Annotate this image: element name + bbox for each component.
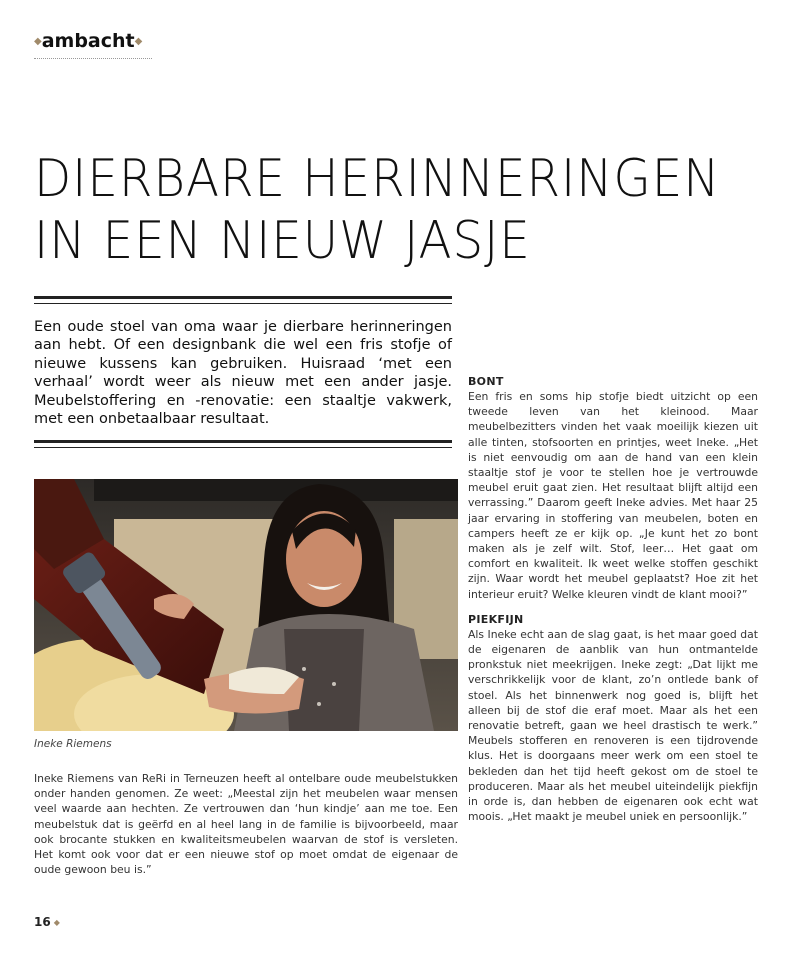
photo-caption: Ineke Riemens: [34, 738, 112, 750]
photo-illustration: [34, 479, 458, 731]
subhead-bont: BONT: [468, 375, 504, 388]
body-paragraph-bont: Een fris en soms hip stofje biedt uitzicht op een tweede leven van het kleinood. Maar meubelbezitters vinden het vaak moeilijk kiezen uit alle tinten, stofsoorten en printjes, weet Ineke. „Het is niet eenvoudig om aan de hand van een klein staaltje stof je voor te stellen hoe je vertrouwde meubel eruit gaat zien. Het resultaat blijft altijd een verrassing.” Daarom geeft Ineke advies. Met haar 25 jaar ervaring in stoffering van meubelen, boten en campers heeft ze er kijk op. „Je kunt het zo bont maken als je zelf wilt. Stof, leer… Het gaat om comfort en kwaliteit. Ik weet welke stoffen geschikt zijn. Waar wordt het meubel geplaatst? Hoe zit het interieur eruit? Welke kleuren vindt de klant mooi?”: [468, 390, 758, 601]
body-paragraph-left: Ineke Riemens van ReRi in Terneuzen heeft al ontelbare oude meubelstukken onder handen genomen. Ze weet: „Meestal zijn het meubelen waar mensen veel waarde aan hechten. Ze vertrouwen dan ‘hun kindje’ aan me toe. Een meubelstuk dat is geërfd en al heel lang in de familie is bijvoorbeeld, maar ook brocante stukken en kwaliteitsmeubelen waarvan de stof is versleten. Het komt ook voor dat er een nieuwe stof op moet omdat de eigenaar de oude gewoon beu is.”: [34, 772, 458, 877]
diamond-icon: ◆: [134, 36, 143, 47]
top-double-rule: [34, 296, 452, 304]
headline: [34, 148, 720, 272]
diamond-icon: ◆: [53, 918, 60, 927]
left-column: [34, 771, 458, 877]
bottom-double-rule: [34, 440, 452, 448]
photo-ineke-riemens: [34, 479, 458, 731]
section-tag: [34, 30, 152, 59]
headline-line-1: DIERBARE HERINNERINGEN: [34, 149, 721, 209]
section-name: ambacht: [41, 30, 135, 52]
intro-paragraph: Een oude stoel van oma waar je dierbare herinneringen aan hebt. Of een designbank die wel een fris stofje of nieuwe kussens kan gebruiken. Huisraad ‘met een verhaal’ wordt weer als nieuw met een ander jasje. Meubelstoffering en -renovatie: een staaltje vakwerk, met een onbetaalbaar resultaat.: [34, 319, 452, 428]
page-number-value: 16: [34, 915, 51, 929]
page-number: [34, 915, 60, 929]
headline-line-2: IN EEN NIEUW JASJE: [34, 211, 531, 271]
diamond-icon: ◆: [34, 36, 42, 47]
right-column: [468, 375, 758, 824]
subhead-piekfijn: PIEKFIJN: [468, 612, 524, 626]
body-paragraph-piekfijn: Als Ineke echt aan de slag gaat, is het maar goed dat de eigenaren de aanblik van hun ontmantelde pronkstuk niet meekrijgen. Ineke zegt: „Dat lijkt me verschrikkelijk voor de klant, zo’n ontlede bank of stoel. Als het binnenwerk nog goed is, blijft het alleen bij de stof die eraf moet. Maar als het een renovatie betreft, gaan we heel drastisch te werk.” Meubels stofferen en renoveren is een tijdrovende klus. Het is doorgaans meer werk om een stoel te bekleden dan het tijd heeft gekost om de stoel te produceren. Maar als het meubel uiteindelijk piekfijn in orde is, dan hebben de eigenaren ook echt wat moois. „Het maakt je meubel uniek en persoonlijk.”: [468, 627, 758, 824]
